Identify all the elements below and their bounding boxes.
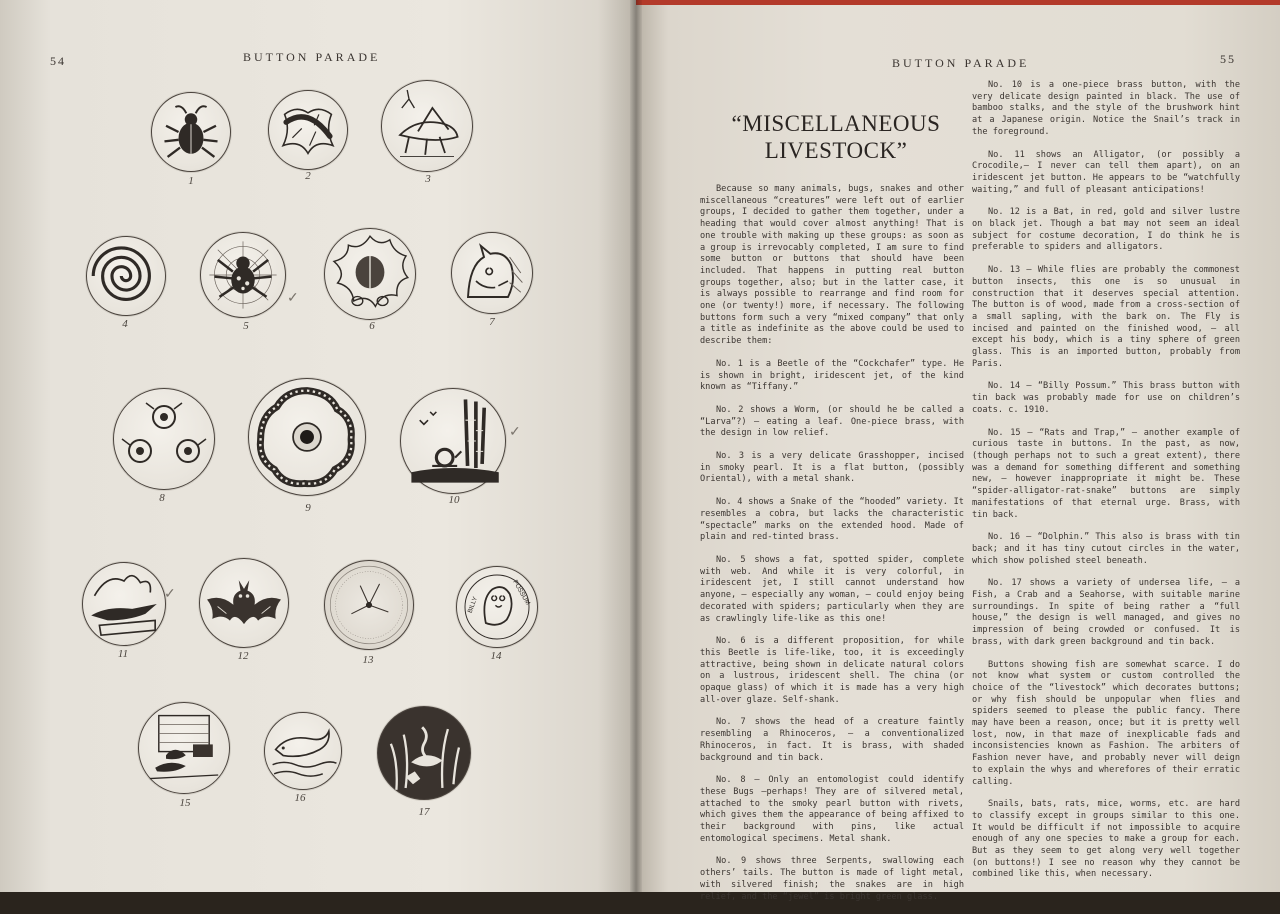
paragraph: No. 7 shows the head of a creature faintly resembling a Rhinoceros, — a conventionalized Rhinoceros, in fact. It is brass, with shaded background and tin back. bbox=[700, 717, 964, 763]
paragraph: No. 14 — “Billy Possum.” This brass button with tin back was probably made for use on children’s coats. c. 1910. bbox=[972, 381, 1240, 415]
page-number-left: 54 bbox=[50, 54, 66, 68]
paragraph: No. 2 shows a Worm, (or should he be called a “Larva”?) — eating a leaf. One-piece brass, with the design in low relief. bbox=[700, 404, 964, 439]
paragraph: No. 6 is a different proposition, for while this Beetle is life-like, too, it is exceedingly attractive, being shown in delicate natural colors on a lustrous, iridescent shell. The china (or opaque glass) of which it is made has a very high all-over glaze. Self-shank. bbox=[700, 636, 964, 705]
svg-text:POSSUM: POSSUM bbox=[511, 578, 532, 607]
title-line: “MISCELLANEOUS bbox=[731, 111, 941, 136]
button-caption: 7 bbox=[489, 316, 495, 328]
title-line: LIVESTOCK” bbox=[764, 138, 908, 163]
paragraph: No. 3 is a very delicate Grasshopper, incised in smoky pearl. It is a flat button, (possibly Oriental), with a metal shank. bbox=[700, 451, 964, 485]
snail-bamboo-icon bbox=[400, 388, 506, 494]
beetle-icon bbox=[151, 92, 231, 172]
button-caption: 12 bbox=[237, 650, 249, 662]
billy-possum-icon bbox=[456, 566, 538, 648]
beetle-shell-icon bbox=[324, 228, 416, 320]
paragraph: No. 5 shows a fat, spotted spider, complete with web. And while it is very colorful, in iridescent jet, I still cannot understand how anyone, — especially any woman, — could enjoy being decorated with spiders; particularly when they are as crawlingly life-like as this one! bbox=[700, 554, 964, 624]
rhinoceros-head-icon bbox=[451, 232, 533, 314]
dolphin-icon bbox=[264, 712, 342, 790]
running-head-left: BUTTON PARADE bbox=[243, 50, 381, 64]
paragraph: No. 12 is a Bat, in red, gold and silver lustre on black jet. Though a bat may not seem an ideal subject for costume decoration, I do think he is preferable to spiders and alligators. bbox=[972, 207, 1240, 253]
spider-icon bbox=[200, 232, 286, 318]
button-caption: 16 bbox=[294, 792, 306, 804]
paragraph: No. 13 — While flies are probably the commonest button insects, this one is so unusual in construction that it deserves special attention. The button is of wood, made from a cross-section of a small sapling, with the bark on. The Fly is incised and painted on the finished wood, — all except his body, which is a tiny sphere of green glass. This is an imported button, probably from Paris. bbox=[972, 265, 1240, 369]
button-caption: 1 bbox=[188, 175, 194, 187]
check-mark-icon: ✓ bbox=[509, 424, 521, 440]
page-number-right: 55 bbox=[1220, 52, 1236, 66]
grasshopper-icon bbox=[381, 80, 473, 172]
paragraph: No. 17 shows a variety of undersea life, — a Fish, a Crab and a Seahorse, with suitable marine surroundings. In spite of being rather a “full house,” the design is well managed, and gives no impression of being crowded or confused. It is brass, with dark green background and tin back. bbox=[972, 578, 1240, 647]
button-caption: 11 bbox=[117, 648, 129, 660]
paragraph: Snails, bats, rats, mice, worms, etc. are hard to classify except in groups similar to this one. It would be difficult if not impossible to acquire enough of any one species to make a group for each. But as they seem to get along very well together (on buttons!) I see no reason why they cannot be combined like this, when necessary. bbox=[972, 799, 1240, 880]
button-caption: 5 bbox=[243, 320, 249, 332]
paragraph: No. 1 is a Beetle of the “Cockchafer” type. He is shown in bright, iridescent jet, of the kind known as “Tiffany.” bbox=[700, 358, 964, 393]
button-caption: 14 bbox=[490, 650, 502, 662]
fly-icon bbox=[324, 560, 414, 650]
book-gutter bbox=[630, 0, 642, 892]
running-head-right: BUTTON PARADE bbox=[892, 56, 1030, 70]
button-caption: 6 bbox=[369, 320, 375, 332]
cover-edge bbox=[636, 0, 1280, 5]
paragraph: No. 11 shows an Alligator, (or possibly a Crocodile,— I never can tell them apart), on an iridescent jet button. He appears to be “watchfully waiting,” and full of pleasant anticipations! bbox=[972, 149, 1240, 195]
button-caption: 15 bbox=[179, 797, 191, 809]
paragraph: No. 9 shows three Serpents, swallowing each others’ tails. The button is made of light metal, with silvered finish; the snakes are in high relief, and the “jewel” is bright green glass. bbox=[700, 856, 964, 902]
paragraph: No. 8 — Only an entomologist could identify these Bugs —perhaps! They are of silvered metal, attached to the smoky pearl button with rivets, which gives them the appearance of being affixed to their background with pins, like actual entomological specimens. Metal shank. bbox=[700, 775, 964, 844]
check-mark-icon: ✓ bbox=[164, 586, 176, 602]
button-caption: 9 bbox=[305, 502, 311, 514]
serpents-icon bbox=[248, 378, 366, 496]
bat-icon bbox=[199, 558, 289, 648]
left-page bbox=[0, 0, 636, 892]
paragraph: No. 16 — “Dolphin.” This also is brass with tin back; and it has tiny cutout circles in the water, which show polished steel beneath. bbox=[972, 532, 1240, 566]
paragraph: Buttons showing fish are somewhat scarce. I do not know what system or custom controlled the choice of the “livestock” which decorates buttons; or why fish should be unpopular when flies and spiders seemed to please the public fancy. There may have been a reason, once; but it is pretty well lost, now, in that maze of inexplicable fads and inconsistencies known as Fashion. The arbiters of Fashion never have, and probably never will deign to explain the whys and wherefores of their erratic calling. bbox=[972, 659, 1240, 787]
coiled-snake-icon bbox=[86, 236, 166, 316]
paragraph: No. 10 is a one-piece brass button, with the very delicate design painted in black. The use of bamboo stalks, and the style of the brushwork hint at a Japanese origin. Notice the Snail’s track in the foreground. bbox=[972, 80, 1240, 137]
button-caption: 17 bbox=[418, 806, 430, 818]
bugs-icon bbox=[113, 388, 215, 490]
undersea-icon bbox=[377, 706, 471, 800]
button-caption: 10 bbox=[448, 494, 460, 506]
button-caption: 2 bbox=[305, 170, 311, 182]
text-column-right bbox=[972, 80, 1240, 892]
paragraph: No. 15 — “Rats and Trap,” — another example of curious taste in buttons. In the past, as now, (though perhaps not to such a great extent), there was a demand for something different and something new, — however inappropriate it might be. These “spider-alligator-rat-snake” buttons are simply manifestations of that eternal urge. Brass, with tin back. bbox=[972, 427, 1240, 520]
check-mark-icon: ✓ bbox=[287, 290, 299, 306]
right-page bbox=[636, 0, 1280, 902]
button-caption: 3 bbox=[425, 173, 431, 185]
paragraph: No. 4 shows a Snake of the “hooded” variety. It resembles a cobra, but lacks the characteristic “spectacle” marks on the extended hood. Made of plain and red-tinted brass. bbox=[700, 497, 964, 543]
button-caption: 13 bbox=[362, 654, 374, 666]
button-caption: 4 bbox=[122, 318, 128, 330]
svg-text:BILLY: BILLY bbox=[466, 595, 480, 615]
worm-leaf-icon bbox=[268, 90, 348, 170]
text-column-left bbox=[700, 184, 964, 914]
alligator-icon bbox=[82, 562, 166, 646]
paragraph: Because so many animals, bugs, snakes and other miscellaneous “creatures” were left out of earlier groups, I decided to gather them together, under a heading that would cover almost anything! That is one trouble with making up these groups: as soon as a group is irrevocably completed, I am sure to find some button or buttons that should have been included. That happens in putting real button groups together, also; but in the latter case, it is always possible to rearrange and find room for one (or twenty!) more, if necessary. The following buttons form such a very “mixed company” that only a title as indefinite as the above could be used to describe them: bbox=[700, 184, 964, 347]
page-title bbox=[696, 110, 976, 164]
rats-trap-icon bbox=[138, 702, 230, 794]
button-caption: 8 bbox=[159, 492, 165, 504]
